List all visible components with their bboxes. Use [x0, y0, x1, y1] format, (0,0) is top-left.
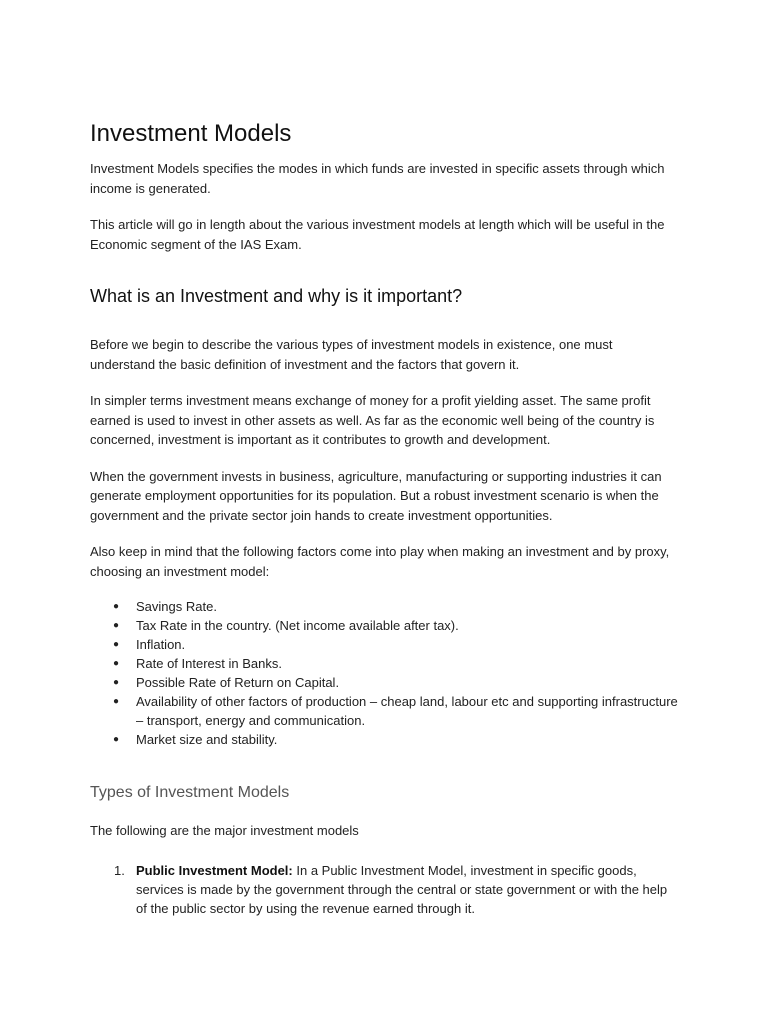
list-item: ● Tax Rate in the country. (Net income available after tax). — [113, 618, 459, 633]
bullet-icon: ● — [113, 734, 120, 745]
list-number: 1. — [114, 862, 125, 878]
section-heading-types: Types of Investment Models — [90, 784, 290, 801]
bullet-icon: ● — [113, 696, 120, 707]
factors-list — [90, 597, 678, 749]
list-item — [114, 861, 678, 918]
list-item: ● Possible Rate of Return on Capital. — [113, 675, 340, 690]
section-1-paragraph-2: In simpler terms investment means exchange of money for a profit yielding asset. The same profit earned is used to invest in other assets as well. As far as the economic well being of the country is concerned, investment is important as it contributes to growth and development. — [90, 393, 655, 447]
bullet-icon: ● — [113, 677, 120, 688]
model-name: Public Investment Model: — [136, 862, 293, 878]
document-title: Investment Models — [90, 120, 292, 147]
bullet-icon: ● — [113, 639, 120, 650]
bullet-icon: ● — [113, 620, 120, 631]
models-list — [90, 861, 678, 918]
section-1-paragraph-3: When the government invests in business, agriculture, manufacturing or supporting industries it can generate employment opportunities for its population. But a robust investment scenario is when the government and the private sector join hands to create investment opportunities. — [90, 468, 662, 523]
model-description: In a Public Investment Model, investment in specific goods, services is made by the government through the central or state government or with the help of the public sector by using the revenue earned through it. — [136, 862, 668, 916]
list-item: ● Availability of other factors of production – cheap land, labour etc and supporting infrastructure – transport, energy and communication. — [113, 694, 678, 728]
list-item: ● Inflation. — [113, 637, 186, 652]
list-item: ● Rate of Interest in Banks. — [113, 656, 282, 671]
section-1-paragraph-4: Also keep in mind that the following factors come into play when making an investment and by proxy, choosing an investment model: — [90, 544, 670, 579]
list-item: ● Savings Rate. — [113, 599, 217, 614]
intro-paragraph-2: This article will go in length about the various investment models at length which will be useful in the Economic segment of the IAS Exam. — [90, 217, 665, 252]
bullet-icon: ● — [113, 658, 120, 669]
intro-paragraph-1: Investment Models specifies the modes in which funds are invested in specific assets through which income is generated. — [90, 161, 665, 196]
list-item: ● Market size and stability. — [113, 732, 278, 747]
section-1-paragraph-1: Before we begin to describe the various types of investment models in existence, one must understand the basic definition of investment and the factors that govern it. — [90, 337, 613, 372]
section-heading-investment: What is an Investment and why is it important? — [90, 286, 463, 306]
section-2-intro: The following are the major investment models — [90, 823, 359, 838]
bullet-icon: ● — [113, 601, 120, 612]
